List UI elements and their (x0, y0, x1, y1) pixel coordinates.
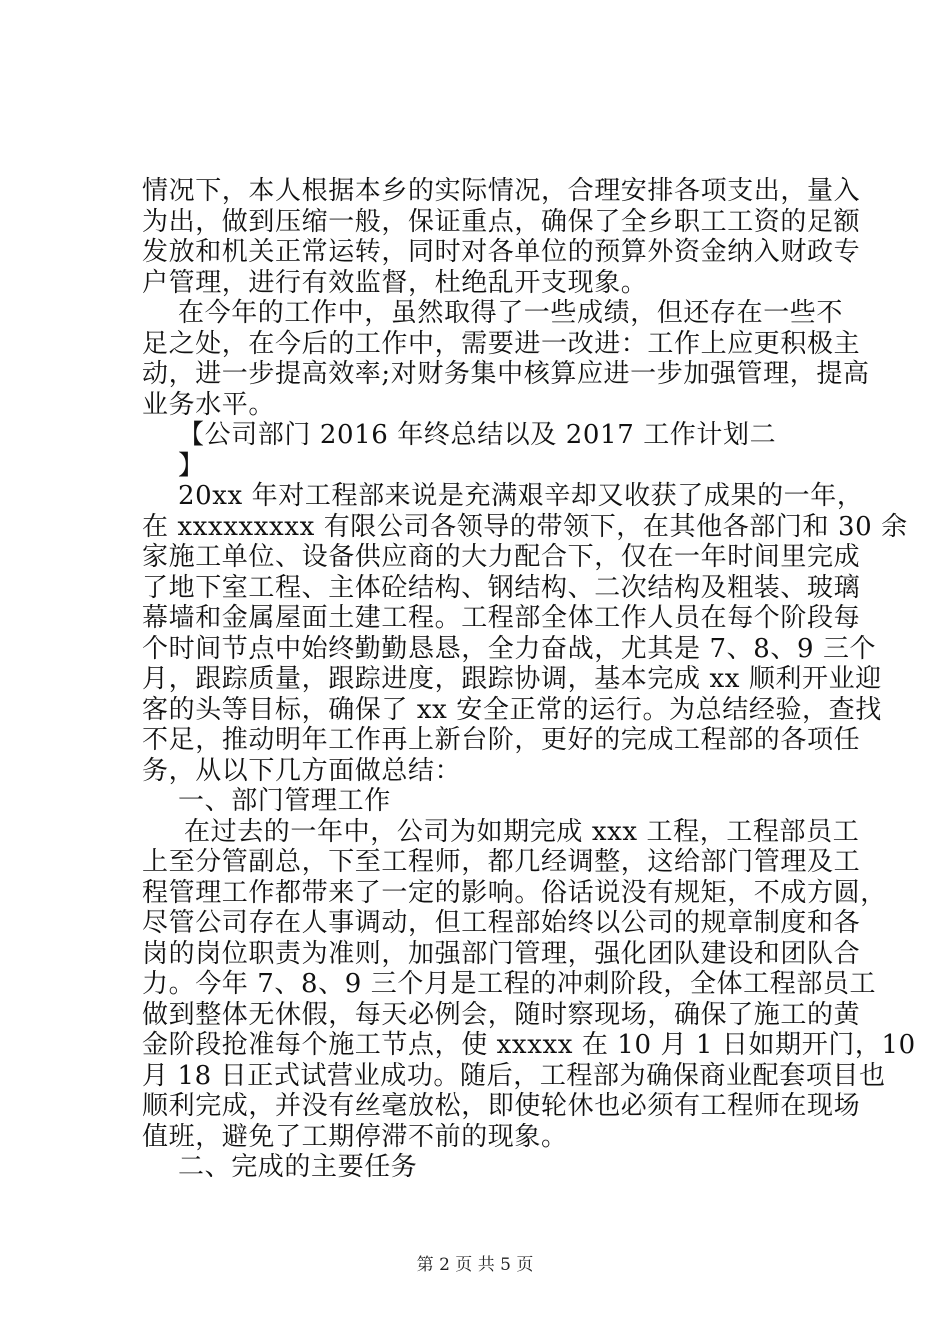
section-heading: 【公司部门 2016 年终总结以及 2017 工作计划二 (178, 420, 777, 450)
paragraph-line: 家施工单位、设备供应商的大力配合下，仅在一年时间里完成 (142, 542, 861, 572)
paragraph-line: 在 xxxxxxxxx 有限公司各领导的带领下，在其他各部门和 30 余 (142, 511, 908, 542)
paragraph-line: 力。今年 7、8、9 三个月是工程的冲刺阶段，全体工程部员工 (142, 969, 877, 999)
paragraph-line: 不足，推动明年工作再上新台阶，更好的完成工程部的各项任 (142, 725, 861, 755)
paragraph-line: 幕墙和金属屋面土建工程。工程部全体工作人员在每个阶段每 (142, 603, 861, 633)
paragraph-line: 个时间节点中始终勤勤恳恳，全力奋战，尤其是 7、8、9 三个 (142, 633, 877, 664)
page-number-footer: 第 2 页 共 5 页 (416, 1255, 534, 1275)
paragraph-line: 月 18 日正式试营业成功。随后，工程部为确保商业配套项目也 (142, 1060, 886, 1091)
paragraph-line: 了地下室工程、主体砼结构、钢结构、二次结构及粗装、玻璃 (142, 572, 861, 603)
subsection-title: 一、部门管理工作 (178, 786, 391, 816)
paragraph-line: 情况下，本人根据本乡的实际情况，合理安排各项支出，量入 (142, 176, 861, 206)
paragraph-line: 为出，做到压缩一般，保证重点，确保了全乡职工工资的足额 (142, 206, 861, 237)
paragraph-line: 发放和机关正常运转，同时对各单位的预算外资金纳入财政专 (142, 237, 861, 267)
paragraph-line: 程管理工作都带来了一定的影响。俗话说没有规矩，不成方圆， (142, 877, 887, 908)
paragraph-line: 务，从以下几方面做总结： (142, 755, 462, 786)
paragraph-line: 做到整体无休假，每天必例会，随时察现场，确保了施工的黄 (142, 999, 861, 1030)
paragraph-line: 值班，避免了工期停滞不前的现象。 (142, 1121, 568, 1152)
paragraph-line: 客的头等目标，确保了 xx 安全正常的运行。为总结经验，查找 (142, 694, 882, 725)
subsection-title: 二、完成的主要任务 (178, 1152, 418, 1182)
section-heading-bracket: 】 (178, 450, 205, 481)
paragraph-line: 在今年的工作中，虽然取得了一些成绩，但还存在一些不 (178, 298, 844, 328)
paragraph-line: 动，进一步提高效率;对财务集中核算应进一步加强管理，提高 (142, 359, 870, 389)
paragraph-line: 月，跟踪质量，跟踪进度，跟踪协调，基本完成 xx 顺利开业迎 (142, 664, 882, 694)
paragraph-line: 20xx 年对工程部来说是充满艰辛却又收获了成果的一年， (178, 481, 864, 511)
paragraph-line: 尽管公司存在人事调动，但工程部始终以公司的规章制度和各 (142, 908, 861, 938)
paragraph-line: 足之处，在今后的工作中，需要进一改进：工作上应更积极主 (142, 328, 861, 359)
paragraph-line: 在过去的一年中，公司为如期完成 xxx 工程，工程部员工 (184, 816, 860, 847)
paragraph-line: 业务水平。 (142, 389, 276, 420)
paragraph-line: 金阶段抢准每个施工节点，使 xxxxx 在 10 月 1 日如期开门，10 (142, 1030, 916, 1060)
paragraph-line: 户管理，进行有效监督，杜绝乱开支现象。 (142, 267, 648, 298)
paragraph-line: 上至分管副总，下至工程师，都几经调整，这给部门管理及工 (142, 847, 861, 877)
paragraph-line: 顺利完成，并没有丝毫放松，即使轮休也必须有工程师在现场 (142, 1091, 861, 1121)
paragraph-line: 岗的岗位职责为准则，加强部门管理，强化团队建设和团队合 (142, 938, 861, 969)
